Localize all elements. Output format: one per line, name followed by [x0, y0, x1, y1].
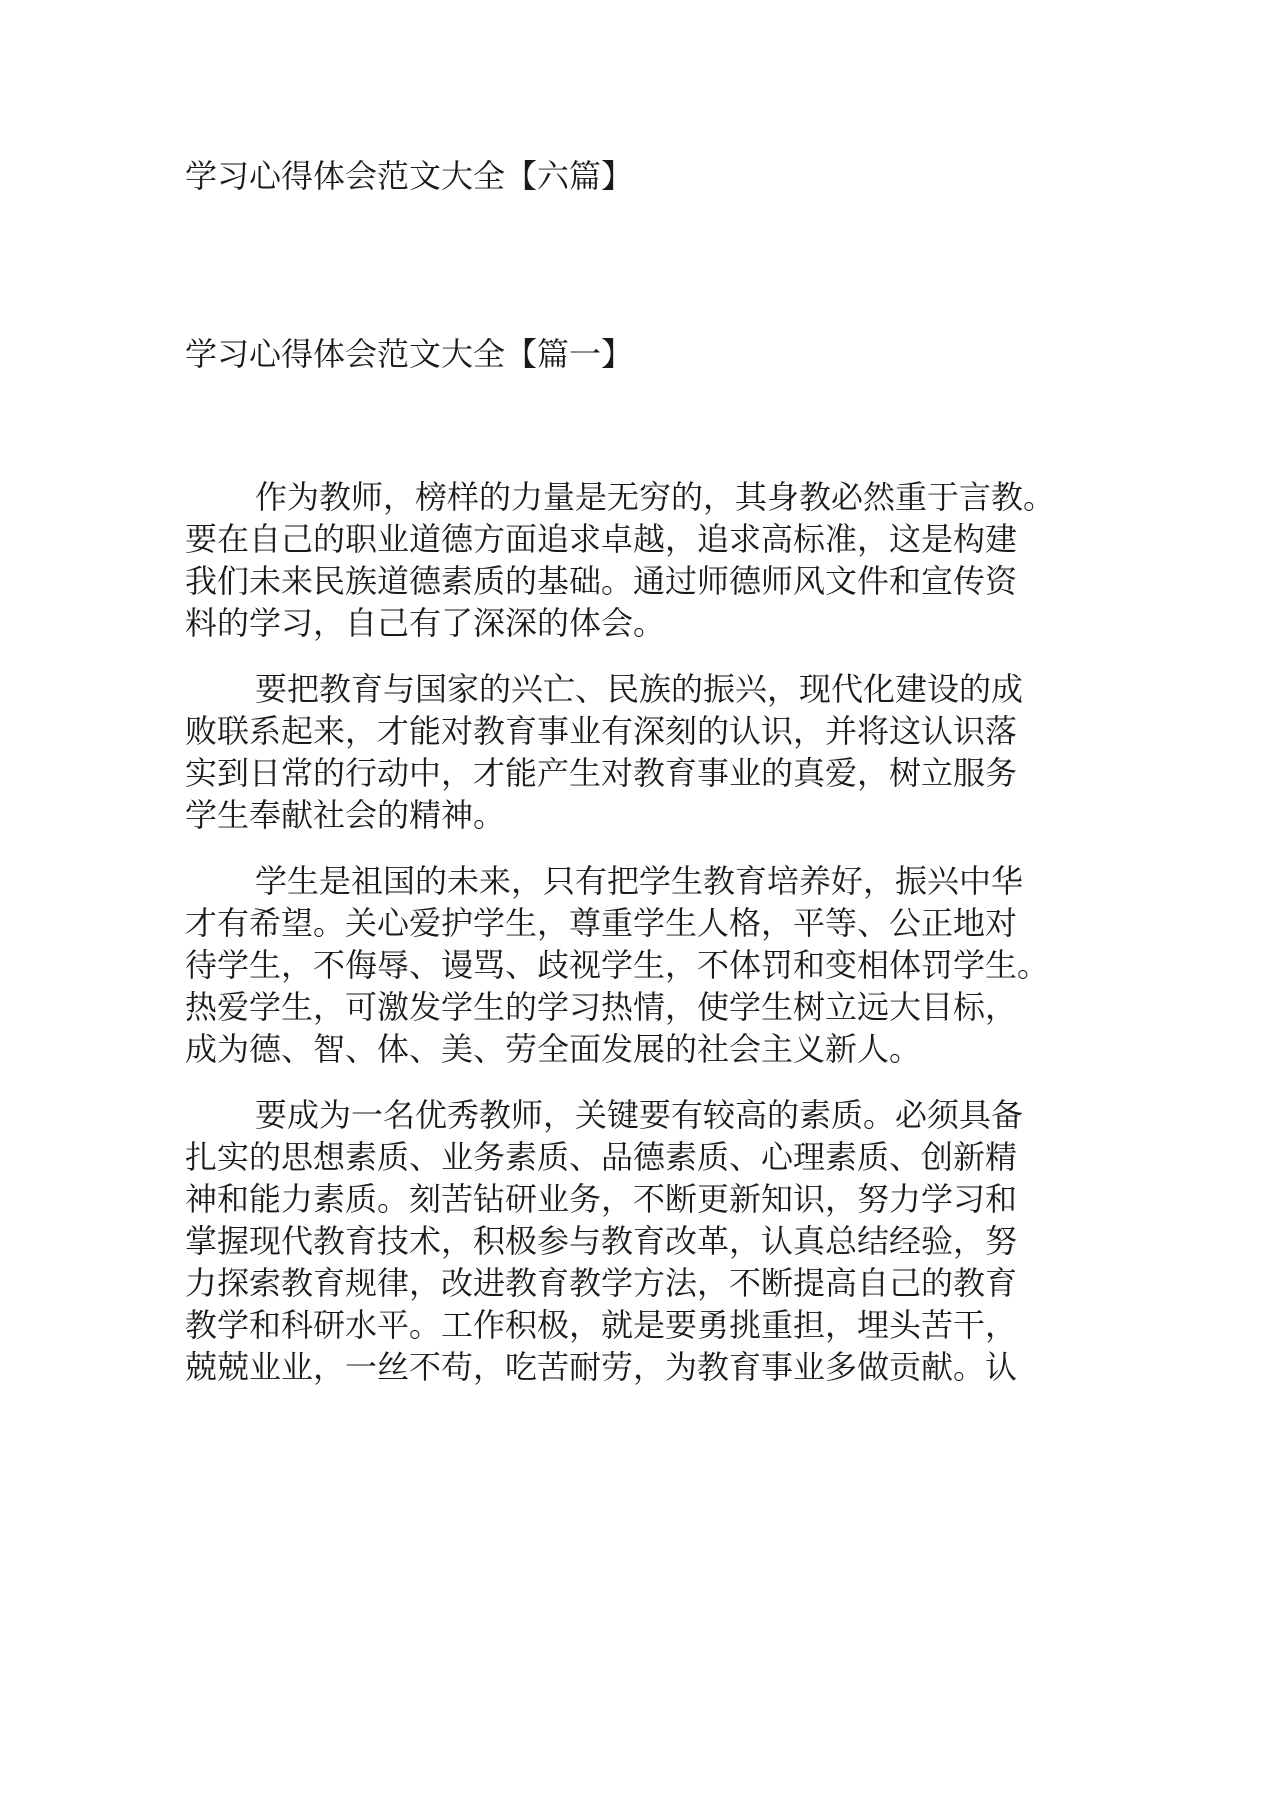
paragraph-line: 作为教师，榜样的力量是无穷的，其身教必然重于言教。: [255, 478, 1056, 516]
paragraph-line: 学生奉献社会的精神。: [185, 796, 506, 834]
paragraph-line: 学生是祖国的未来，只有把学生教育培养好，振兴中华: [255, 862, 1024, 900]
paragraph-gap: [185, 1070, 1245, 1094]
paragraph-line: 实到日常的行动中，才能产生对教育事业的真爱，树立服务: [185, 754, 1018, 792]
paragraph-line: 掌握现代教育技术，积极参与教育改革，认真总结经验，努: [185, 1222, 1018, 1260]
paragraph-line: 要成为一名优秀教师，关键要有较高的素质。必须具备: [255, 1096, 1024, 1134]
paragraph-line: 热爱学生，可激发学生的学习热情，使学生树立远大目标，: [185, 988, 1018, 1026]
paragraph-1: [185, 476, 1245, 644]
paragraph-line: 料的学习，自己有了深深的体会。: [185, 604, 666, 642]
paragraph-line: 要把教育与国家的兴亡、民族的振兴，现代化建设的成: [255, 670, 1024, 708]
paragraph-gap: [185, 836, 1245, 860]
paragraph-line: 兢兢业业，一丝不苟，吃苦耐劳，为教育事业多做贡献。认: [185, 1348, 1018, 1386]
paragraph-line: 神和能力素质。刻苦钻研业务，不断更新知识，努力学习和: [185, 1180, 1018, 1218]
paragraph-line: 成为德、智、体、美、劳全面发展的社会主义新人。: [185, 1030, 922, 1068]
document-title: 学习心得体会范文大全【六篇】: [185, 157, 634, 195]
section-title: 学习心得体会范文大全【篇一】: [185, 335, 634, 373]
paragraph-line: 我们未来民族道德素质的基础。通过师德师风文件和宣传资: [185, 562, 1018, 600]
document-body: [185, 476, 1245, 1388]
paragraph-line: 要在自己的职业道德方面追求卓越，追求高标准，这是构建: [185, 520, 1018, 558]
paragraph-2: [185, 668, 1245, 836]
paragraph-4: [185, 1094, 1245, 1388]
paragraph-line: 扎实的思想素质、业务素质、品德素质、心理素质、创新精: [185, 1138, 1018, 1176]
paragraph-line: 待学生，不侮辱、谩骂、歧视学生，不体罚和变相体罚学生。: [185, 946, 1050, 984]
paragraph-line: 才有希望。关心爱护学生，尊重学生人格，平等、公正地对: [185, 904, 1018, 942]
paragraph-line: 败联系起来，才能对教育事业有深刻的认识，并将这认识落: [185, 712, 1018, 750]
paragraph-line: 力探索教育规律，改进教育教学方法，不断提高自己的教育: [185, 1264, 1018, 1302]
paragraph-line: 教学和科研水平。工作积极，就是要勇挑重担，埋头苦干，: [185, 1306, 1018, 1344]
paragraph-gap: [185, 644, 1245, 668]
paragraph-3: [185, 860, 1245, 1070]
